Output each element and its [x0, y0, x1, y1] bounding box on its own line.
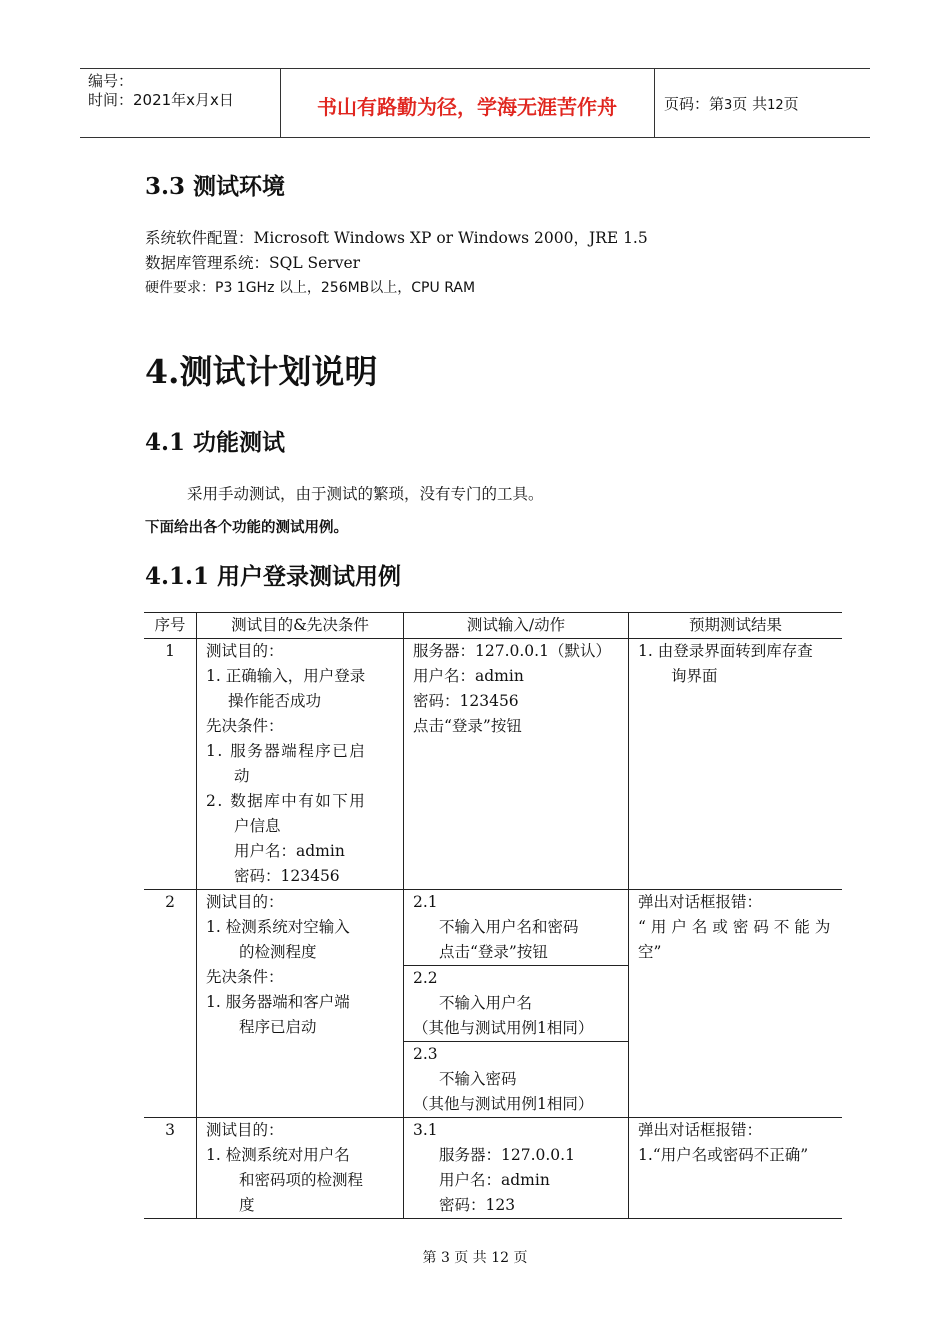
section-4-title: 4.测试计划说明: [145, 352, 378, 391]
cell-line: “用户名或密码不能为: [638, 918, 836, 936]
header-no: 序号: [144, 613, 197, 639]
cell-line: 1. 服务器端和客户端: [206, 993, 350, 1011]
cell-line: 2. 数据库中有如下用: [206, 792, 367, 810]
cell-line: 1. 正确输入，用户登录: [206, 667, 366, 685]
date-label: 时间：2021年x月x日: [88, 91, 234, 109]
cell-line: 测试目的：: [206, 642, 284, 660]
purpose-cell: [197, 1118, 404, 1219]
section-4-1-title: 4.1 功能测试: [145, 429, 286, 456]
section-4-1-1-title: 4.1.1 用户登录测试用例: [145, 563, 402, 590]
table-header-row: [144, 613, 842, 639]
header-left-cell: [88, 72, 234, 110]
cell-line: 服务器：127.0.0.1: [439, 1146, 575, 1164]
login-test-case-table: [144, 612, 842, 1219]
cell-line: 户信息: [234, 817, 281, 835]
cell-line: （其他与测试用例1相同）: [413, 1095, 594, 1113]
cell-line: 先决条件：: [206, 968, 284, 986]
cell-line: 1.“用户名或密码不正确”: [638, 1146, 809, 1164]
cell-line: 先决条件：: [206, 717, 284, 735]
header-page-label: [664, 93, 799, 114]
page-mid: 页 共: [732, 95, 768, 113]
cell-line: 用户名：admin: [439, 1171, 550, 1189]
page-total: 12: [767, 98, 784, 113]
cell-line: 1. 由登录界面转到库存查: [638, 642, 813, 660]
number-label: 编号：: [88, 72, 134, 90]
cell-line: 不输入用户名和密码: [439, 918, 579, 936]
cell-line: 点击“登录”按钮: [439, 943, 548, 961]
page-header: [80, 68, 870, 138]
cell-line: 程序已启动: [239, 1018, 317, 1036]
cell-line: 测试目的：: [206, 1121, 284, 1139]
result-cell: [629, 890, 843, 1118]
input-cell: [404, 1118, 629, 1219]
env-software-line: 系统软件配置：Microsoft Windows XP or Windows 2000，JRE 1.5: [145, 229, 648, 247]
cell-line: 测试目的：: [206, 893, 284, 911]
cell-line: 1. 检测系统对用户名: [206, 1146, 350, 1164]
purpose-cell: [197, 890, 404, 1118]
table-row: [144, 639, 842, 890]
cell-line: 不输入用户名: [439, 994, 533, 1012]
cell-line: （其他与测试用例1相同）: [413, 1019, 594, 1037]
result-cell: [629, 639, 843, 890]
cell-line: 询界面: [671, 667, 718, 685]
cell-line: 不输入密码: [439, 1070, 517, 1088]
section-4-1-paragraph: 采用手动测试，由于测试的繁琐，没有专门的工具。: [187, 485, 544, 503]
purpose-cell: [197, 639, 404, 890]
cell-line: 动: [234, 767, 250, 785]
input-cell: [404, 1042, 629, 1118]
cell-line: 2.2: [413, 969, 438, 987]
table-row: [144, 1118, 842, 1219]
env-hardware-line: 硬件要求：P3 1GHz 以上，256MB以上，CPU RAM: [145, 280, 476, 296]
page-suffix: 页: [783, 95, 799, 113]
input-cell: [404, 890, 629, 966]
cell-line: 2.3: [413, 1045, 438, 1063]
cell-line: 密码：123456: [413, 692, 519, 710]
section-4-1-bold-line: 下面给出各个功能的测试用例。: [145, 520, 348, 536]
cell-line: 2.1: [413, 893, 438, 911]
input-cell: [404, 639, 629, 890]
header-divider: [654, 69, 655, 137]
cell-line: 度: [239, 1196, 255, 1214]
row-number: 2: [144, 890, 197, 1118]
cell-line: 密码：123456: [234, 867, 340, 885]
header-purpose: 测试目的&先决条件: [197, 613, 404, 639]
cell-line: 点击“登录”按钮: [413, 717, 522, 735]
cell-line: 的检测程度: [239, 943, 317, 961]
cell-line: 和密码项的检测程: [239, 1171, 364, 1189]
section-3-3-title: 3.3 测试环境: [145, 173, 286, 200]
page-footer: 第 3 页 共 12 页: [422, 1250, 528, 1266]
cell-line: 空”: [638, 943, 662, 961]
result-cell: [629, 1118, 843, 1219]
cell-line: 操作能否成功: [228, 692, 322, 710]
cell-line: 弹出对话框报错：: [638, 1121, 763, 1139]
env-db-line: 数据库管理系统：SQL Server: [145, 254, 361, 272]
row-number: 3: [144, 1118, 197, 1219]
header-motto: 书山有路勤为径，学海无涯苦作舟: [317, 95, 617, 119]
cell-line: 1. 服务器端程序已启: [206, 742, 367, 760]
table-row: [144, 890, 842, 966]
cell-line: 密码：123: [439, 1196, 516, 1214]
input-cell: [404, 966, 629, 1042]
page-prefix: 页码：第: [664, 95, 725, 113]
cell-line: 3.1: [413, 1121, 438, 1139]
header-input: 测试输入/动作: [404, 613, 629, 639]
row-number: 1: [144, 639, 197, 890]
page-number: 3: [724, 98, 733, 113]
cell-line: 弹出对话框报错：: [638, 893, 763, 911]
cell-line: 1. 检测系统对空输入: [206, 918, 350, 936]
cell-line: 服务器：127.0.0.1（默认）: [413, 642, 611, 660]
cell-line: 用户名：admin: [234, 842, 345, 860]
cell-line: 用户名：admin: [413, 667, 524, 685]
header-result: 预期测试结果: [629, 613, 843, 639]
